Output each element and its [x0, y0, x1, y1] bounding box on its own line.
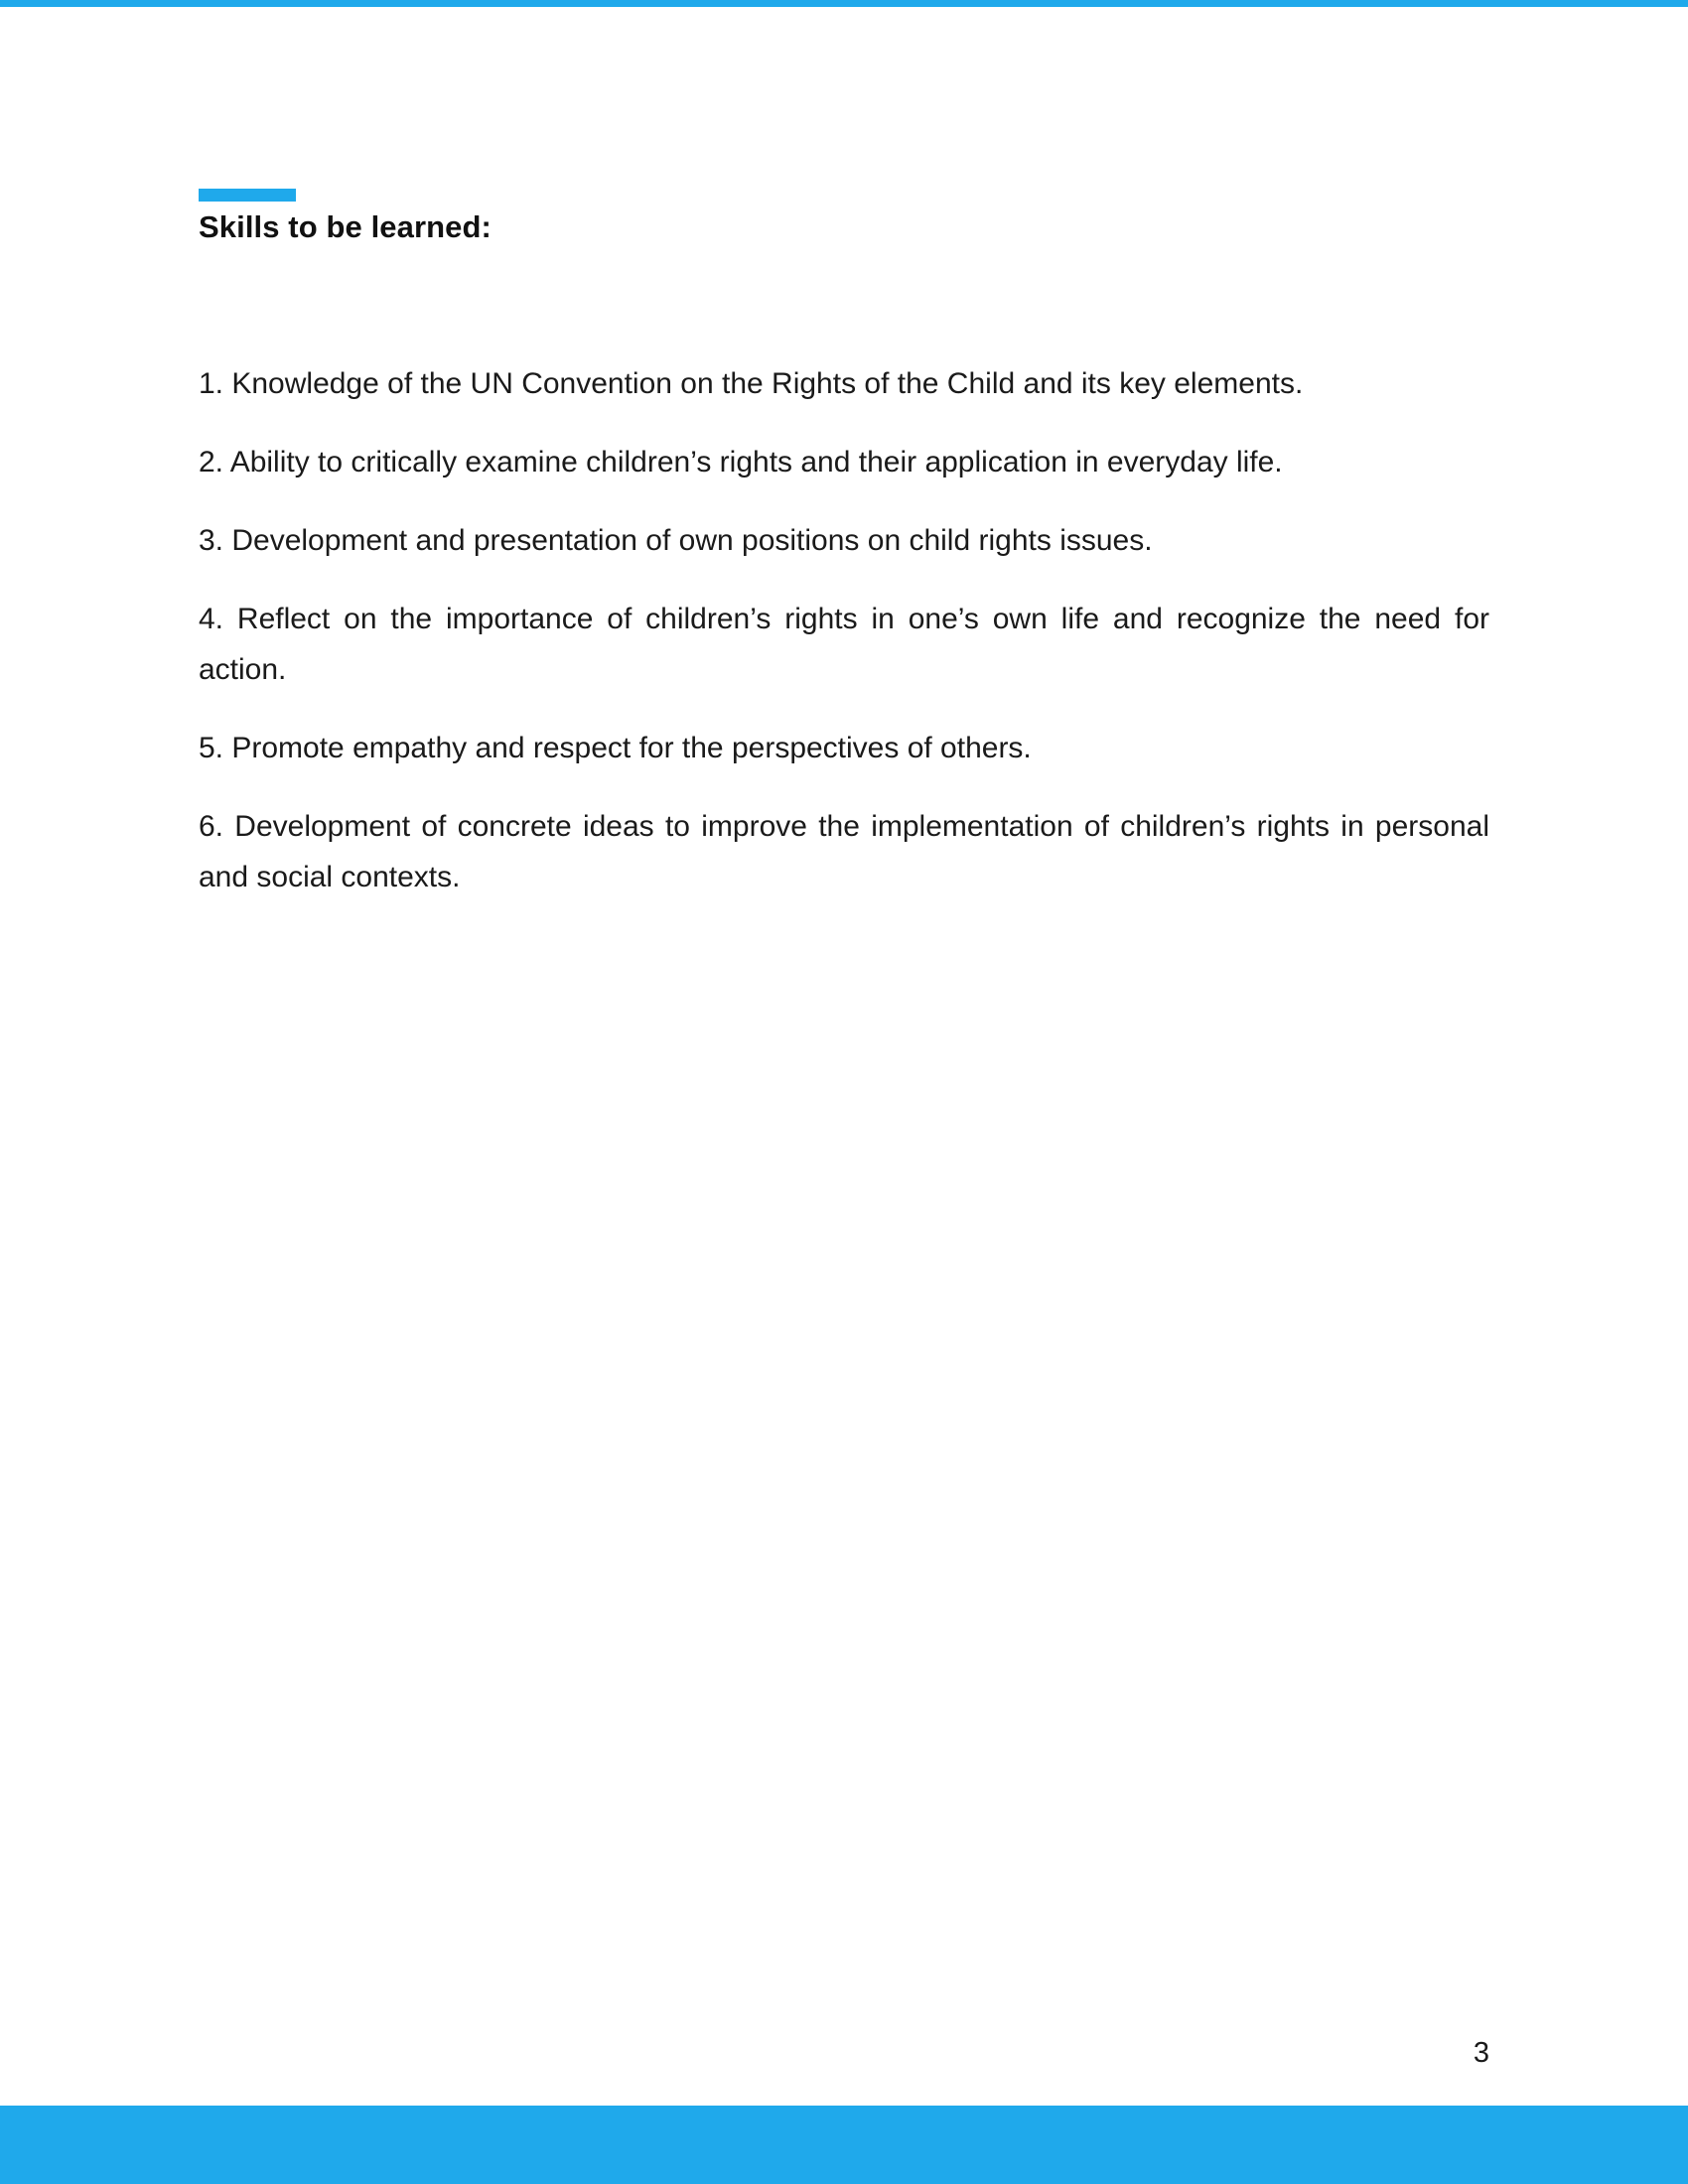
skills-list: [199, 358, 1489, 930]
top-accent-bar: [0, 0, 1688, 7]
list-item: 3. Development and presentation of own positions on child rights issues.: [199, 524, 1153, 557]
list-item: 5. Promote empathy and respect for the perspectives of others.: [199, 732, 1032, 764]
page-number: 3: [1473, 2037, 1489, 2069]
section-heading: Skills to be learned:: [199, 209, 492, 244]
list-item: 2. Ability to critically examine children’s rights and their application in everyday life.: [199, 446, 1283, 478]
list-item: 1. Knowledge of the UN Convention on the Rights of the Child and its key elements.: [199, 367, 1304, 400]
list-item: 6. Development of concrete ideas to improve the implementation of children’s rights in personal and social contexts.: [199, 810, 1489, 893]
bottom-accent-bar: [0, 2106, 1688, 2184]
heading-accent-rule: [199, 189, 296, 202]
list-item: 4. Reflect on the importance of children’s rights in one’s own life and recognize the need for action.: [199, 603, 1489, 686]
